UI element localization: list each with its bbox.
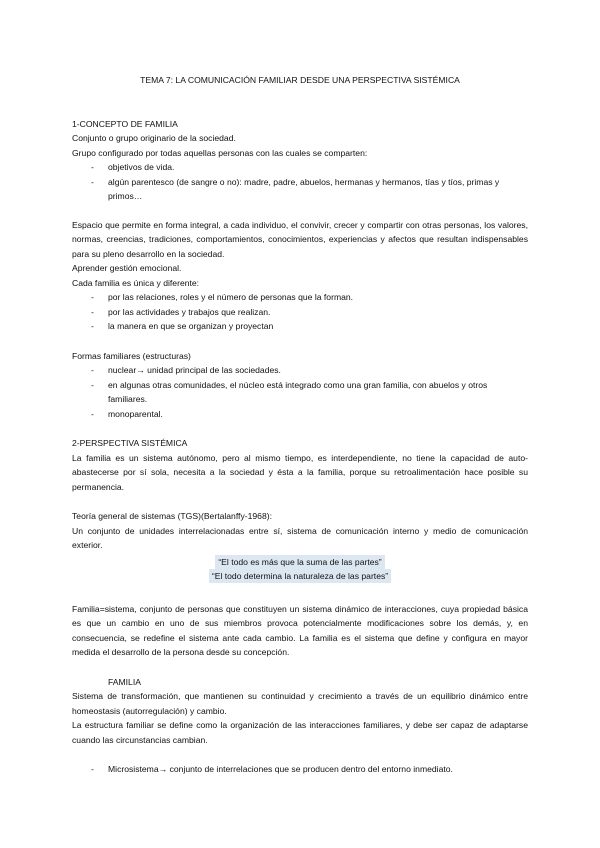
paragraph: Sistema de transformación, que mantienen su continuidad y crecimiento a través de un equilibrio dinámico entre homeostasis (autorregulación) y cambio. bbox=[72, 691, 528, 716]
bullet-list bbox=[72, 160, 528, 204]
text-line: Aprender gestión emocional. bbox=[72, 263, 182, 273]
subheading: Teoría general de sistemas (TGS)(Bertalanffy-1968): bbox=[72, 511, 272, 521]
quote-block bbox=[72, 555, 528, 584]
paragraph: Espacio que permite en forma integral, a cada individuo, el convivir, crecer y compartir con otras personas, los valores, normas, creencias, tradiciones, comportamientos, conocimientos, experiencias y afectos que resultan indispensables para su pleno desarrollo en la sociedad. bbox=[72, 219, 528, 259]
paragraph: La familia es un sistema autónomo, pero al mismo tiempo, es interdependiente, no tiene la capacidad de auto-abastecerse por sí sola, necesita a la sociedad y ésta a la familia, porque su retroalimentación hace posible su permanencia. bbox=[72, 452, 528, 492]
bullet-list bbox=[72, 363, 528, 421]
section-1-heading: 1-CONCEPTO DE FAMILIA bbox=[72, 118, 178, 129]
list-item: - Microsistema→ conjunto de interrelaciones que se producen dentro del entorno inmediato. bbox=[72, 762, 528, 777]
paragraph: La estructura familiar se define como la organización de las interacciones familiares, y debe ser capaz de adaptarse cuando las circunstancias cambian. bbox=[72, 720, 528, 745]
section-2-heading: 2-PERSPECTIVA SISTÉMICA bbox=[72, 438, 188, 448]
bullet-list bbox=[72, 762, 528, 777]
list-item: - monoparental. bbox=[72, 407, 528, 422]
list-item: - algún parentesco (de sangre o no): madre, padre, abuelos, hermanas y hermanos, tías y tíos, primas y primos… bbox=[72, 175, 528, 204]
list-item: - en algunas otras comunidades, el núcleo está integrado como una gran familia, con abuelos y otros familiares. bbox=[72, 378, 528, 407]
highlighted-quote: “El todo determina la naturaleza de las partes” bbox=[209, 569, 391, 583]
list-item: - por las relaciones, roles y el número de personas que la forman. bbox=[72, 290, 528, 305]
text-line: Conjunto o grupo originario de la sociedad. bbox=[72, 133, 236, 143]
text-line: Cada familia es única y diferente: bbox=[72, 277, 200, 288]
subheading: Formas familiares (estructuras) bbox=[72, 350, 191, 361]
paragraph: Un conjunto de unidades interrelacionadas entre sí, sistema de comunicación interno y medio de comunicación exterior. bbox=[72, 525, 528, 550]
list-item: - nuclear→ unidad principal de las sociedades. bbox=[72, 363, 528, 378]
text-line: Grupo configurado por todas aquellas personas con las cuales se comparten: bbox=[72, 147, 368, 158]
subheading: FAMILIA bbox=[108, 676, 141, 687]
paragraph: Familia=sistema, conjunto de personas que constituyen un sistema dinámico de interacciones, cuya propiedad básica es que un cambio en uno de sus miembros provoca potencialmente modificaciones sobre los demás, y, en consecuencia, se redefine el sistema ante cada cambio. La familia es el sistema que define y configura en mayor medida el desarrollo de la persona desde su concepción. bbox=[72, 603, 528, 657]
list-item: - por las actividades y trabajos que realizan. bbox=[72, 305, 528, 320]
document-page bbox=[72, 73, 528, 777]
document-title: TEMA 7: LA COMUNICACIÓN FAMILIAR DESDE UNA PERSPECTIVA SISTÉMICA bbox=[140, 75, 460, 85]
list-item: - objetivos de vida. bbox=[72, 160, 528, 175]
bullet-list bbox=[72, 290, 528, 334]
list-item: - la manera en que se organizan y proyectan bbox=[72, 319, 528, 334]
highlighted-quote: “El todo es más que la suma de las partes” bbox=[215, 555, 384, 569]
